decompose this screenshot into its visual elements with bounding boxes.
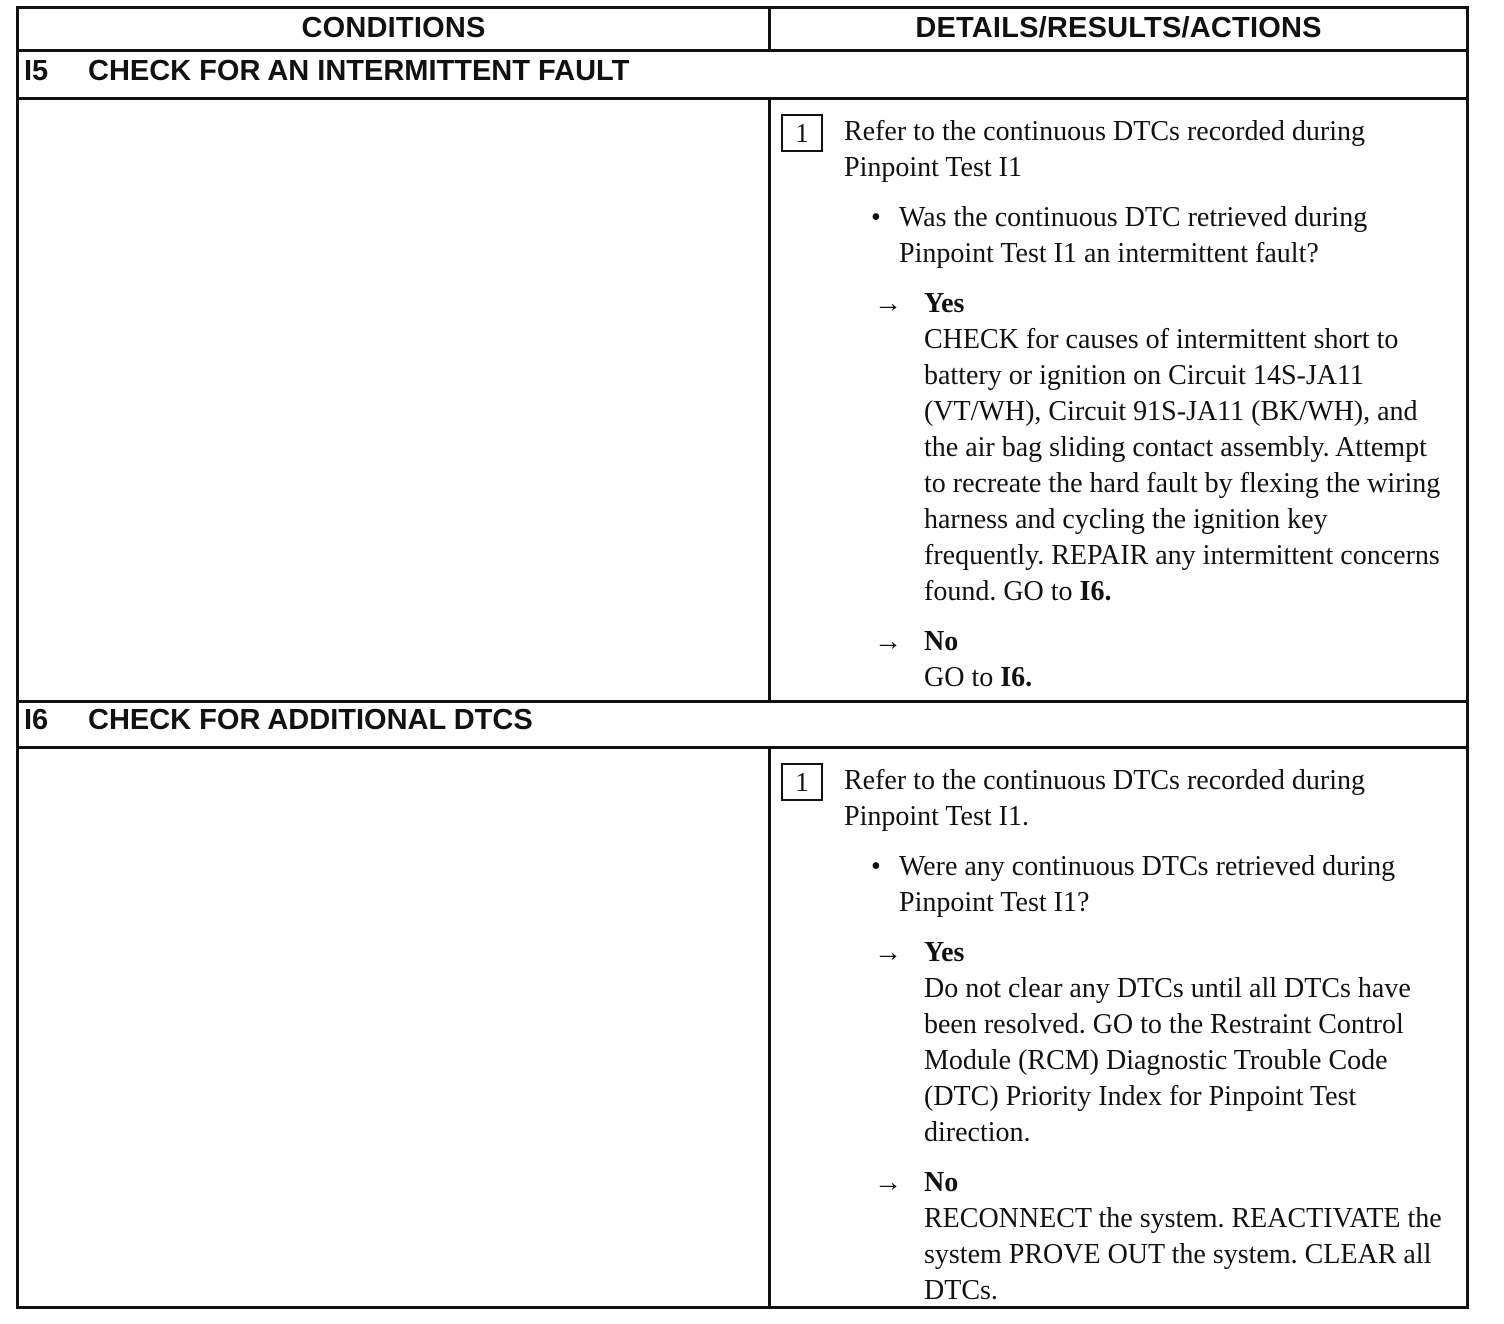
step-i5-title-row: [24, 51, 629, 91]
step-i6-conditions-cell: [19, 749, 769, 1306]
step-i6-question-text: Were any continuous DTCs retrieved during Pinpoint Test I1?: [899, 851, 1396, 918]
step-i5-yes-text: CHECK for causes of intermittent short to battery or ignition on Circuit 14S-JA11 (VT/WH), Circuit 91S-JA11 (BK/WH), and the air bag sliding contact assembly. Attempt to recreate the hard fault by flexing the wiring harness and cycling the ignition key frequently. REPAIR any intermittent concerns found. GO to: [924, 324, 1441, 607]
step-i6-no-label: No: [924, 1167, 959, 1198]
step-i5-no-ref: I6.: [1000, 662, 1033, 693]
step-i5-number: I5: [24, 54, 49, 87]
step-i5-no-result: [874, 624, 1453, 696]
step-i6-instruction: Refer to the continuous DTCs recorded during Pinpoint Test I1.: [844, 765, 1365, 832]
arrow-right-icon: →: [874, 937, 902, 968]
step-i5-details-cell: [781, 114, 1453, 696]
bullet-icon: •: [871, 202, 881, 233]
step-i5-title: CHECK FOR AN INTERMITTENT FAULT: [88, 54, 630, 87]
step-i5-instruction: Refer to the continuous DTCs recorded during Pinpoint Test I1: [844, 116, 1365, 183]
step-i6-action-number-box: 1: [781, 763, 823, 801]
step-i6-details-cell: [781, 763, 1453, 1309]
arrow-right-icon: →: [874, 626, 902, 657]
step-i6-question: [871, 849, 1453, 921]
step-i5-yes-label: Yes: [924, 288, 965, 319]
step-i5-question: [871, 200, 1453, 272]
details-header: DETAILS/RESULTS/ACTIONS: [915, 11, 1322, 44]
step-i5-yes-result: [874, 286, 1453, 610]
step-i6-yes-result: [874, 935, 1453, 1151]
conditions-header: CONDITIONS: [301, 11, 486, 44]
step-i5-yes-ref: I6.: [1079, 576, 1112, 607]
step-i6-title-row: [24, 700, 533, 740]
step-i6-title: CHECK FOR ADDITIONAL DTCS: [88, 703, 533, 736]
step-i6-number: I6: [24, 703, 49, 736]
arrow-right-icon: →: [874, 288, 902, 319]
step-i6-yes-label: Yes: [924, 937, 965, 968]
arrow-right-icon: →: [874, 1167, 902, 1198]
step-i6-no-result: [874, 1165, 1453, 1309]
step-i5-action-number-box: 1: [781, 114, 823, 152]
step-i6-yes-text: Do not clear any DTCs until all DTCs have been resolved. GO to the Restraint Control Module (RCM) Diagnostic Trouble Code (DTC) Priority Index for Pinpoint Test direction.: [924, 973, 1411, 1148]
step-i5-question-text: Was the continuous DTC retrieved during Pinpoint Test I1 an intermittent fault?: [899, 202, 1368, 269]
bullet-icon: •: [871, 851, 881, 882]
step-i5-no-label: No: [924, 626, 959, 657]
step-i6-no-text: RECONNECT the system. REACTIVATE the system PROVE OUT the system. CLEAR all DTCs.: [924, 1203, 1442, 1306]
step-i5-conditions-cell: [19, 100, 769, 700]
step-i5-no-text: GO to: [924, 662, 994, 693]
